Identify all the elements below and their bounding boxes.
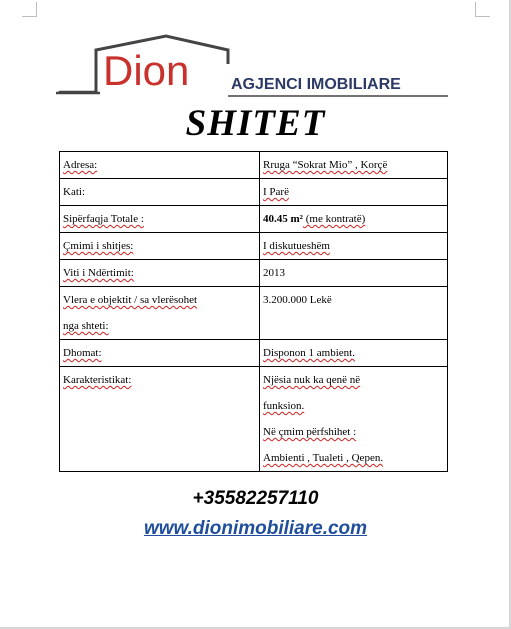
row-label: Adresa:	[60, 152, 260, 179]
row-label: Vlera e objektit / sa vlerësohet nga shteti:	[60, 287, 260, 340]
table-row	[60, 179, 448, 206]
table-row	[60, 206, 448, 233]
row-value: Njësia nuk ka qenë në funksion. Në çmim përfshihet : Ambienti , Tualeti , Qepen.	[260, 367, 448, 472]
contact-phone: +35582257110	[192, 488, 319, 509]
table-row	[60, 367, 448, 472]
row-value: 2013	[260, 260, 448, 287]
row-value: Rruga “Sokrat Mio” , Korçë	[260, 152, 448, 179]
agency-logo	[56, 34, 448, 98]
row-value: Disponon 1 ambient.	[260, 340, 448, 367]
table-row	[60, 233, 448, 260]
property-details-table	[59, 151, 448, 472]
row-value: 40.45 m² (me kontratë)	[260, 206, 448, 233]
table-row	[60, 340, 448, 367]
row-label: Kati:	[60, 179, 260, 206]
table-row	[60, 287, 448, 340]
row-label: Karakteristikat:	[60, 367, 260, 472]
row-label: Viti i Ndërtimit:	[60, 260, 260, 287]
logo-brand-name: Dion	[103, 47, 190, 94]
row-label: Çmimi i shitjes:	[60, 233, 260, 260]
row-label: Dhomat:	[60, 340, 260, 367]
logo-tagline: AGJENCI IMOBILIARE	[231, 76, 401, 93]
table-row	[60, 152, 448, 179]
row-value: I Parë	[260, 179, 448, 206]
row-value: I diskutueshëm	[260, 233, 448, 260]
row-label: Sipërfaqja Totale :	[60, 206, 260, 233]
corner-crop-mark	[22, 2, 37, 17]
corner-crop-mark	[475, 2, 490, 17]
website-link[interactable]: www.dionimobiliare.com	[143, 518, 368, 539]
row-value: 3.200.000 Lekë	[260, 287, 448, 340]
table-row	[60, 260, 448, 287]
page-title: SHITET	[185, 103, 326, 144]
